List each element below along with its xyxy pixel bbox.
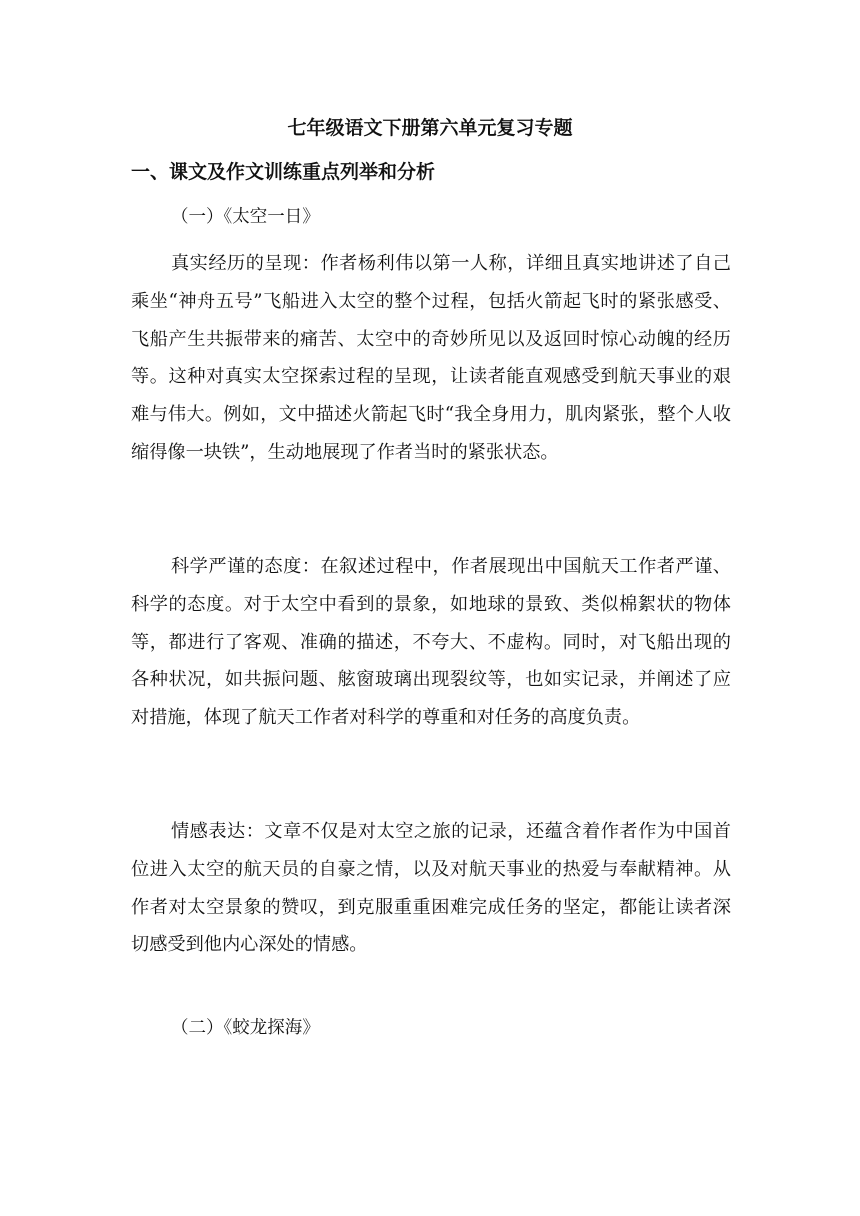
subsection-heading-1: （一）《太空一日》: [171, 207, 320, 227]
paragraph-emotional-expression: 情感表达：文章不仅是对太空之旅的记录，还蕴含着作者作为中国首位进入太空的航天员的自豪之情，以及对航天事业的热爱与奉献精神。从作者对太空景象的赞叹，到克服重重困难完成任务的坚定，都能让读者深切感受到他内心深处的情感。: [131, 821, 731, 956]
paragraph-real-experience: 真实经历的呈现：作者杨利伟以第一人称，详细且真实地讲述了自己乘坐“神舟五号”飞船进入太空的整个过程，包括火箭起飞时的紧张感受、飞船产生共振带来的痛苦、太空中的奇妙所见以及返回时惊心动魄的经历等。这种对真实太空探索过程的呈现，让读者能直观感受到航天事业的艰难与伟大。例如，文中描述火箭起飞时“我全身用力，肌肉紧张，整个人收缩得像一块铁”，生动地展现了作者当时的紧张状态。: [131, 253, 731, 463]
document-title: 七年级语文下册第六单元复习专题: [287, 117, 573, 139]
paragraph-scientific-attitude: 科学严谨的态度：在叙述过程中，作者展现出中国航天工作者严谨、科学的态度。对于太空中看到的景象，如地球的景致、类似棉絮状的物体等，都进行了客观、准确的描述，不夸大、不虚构。同时，对飞船出现的各种状况，如共振问题、舷窗玻璃出现裂纹等，也如实记录，并阐述了应对措施，体现了航天工作者对科学的尊重和对任务的高度负责。: [131, 556, 731, 729]
subsection-heading-2: （二）《蛟龙探海》: [171, 1018, 320, 1038]
section-heading: 一、课文及作文训练重点列举和分析: [131, 161, 436, 183]
